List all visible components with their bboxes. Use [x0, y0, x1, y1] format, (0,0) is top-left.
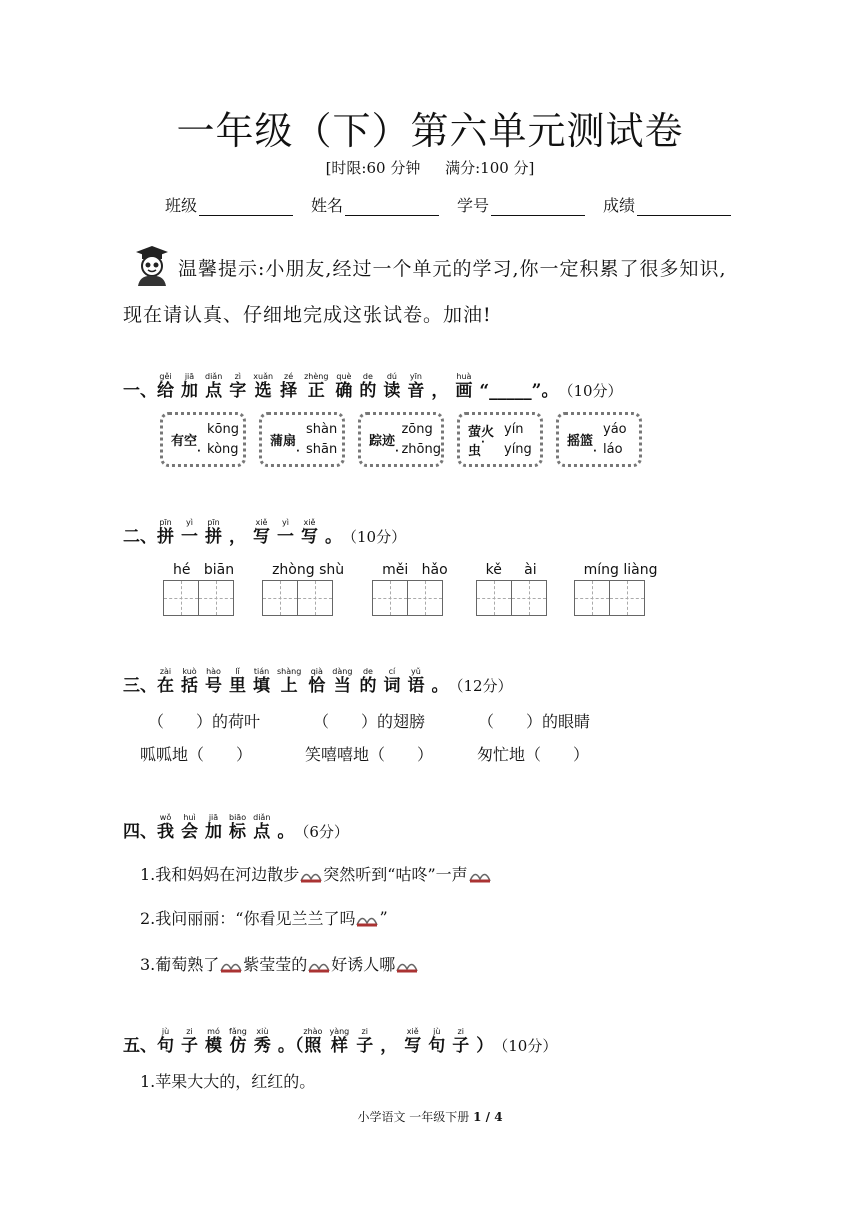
pinyin: cí — [388, 667, 396, 676]
pinyin: huà — [456, 372, 472, 381]
grid-cell — [511, 580, 547, 616]
heading-tail: 。 — [277, 822, 295, 842]
pinyin-char — [431, 372, 448, 401]
heading-tail: 。 — [431, 676, 449, 696]
pinyin: xiě — [303, 518, 316, 527]
pinyin-option: shān — [306, 441, 338, 457]
pinyin-char — [303, 1027, 322, 1056]
info-field — [165, 193, 293, 216]
pinyin-char — [205, 518, 222, 547]
pinyin: jù — [433, 1027, 441, 1036]
pinyin-char — [253, 372, 273, 401]
item-text: 1.我和妈妈在河边散步 — [140, 865, 300, 884]
section-score: （10分） — [558, 382, 623, 400]
hanzi: 子 — [181, 1036, 198, 1056]
info-field — [603, 193, 731, 216]
pinyin-char — [329, 1027, 349, 1056]
hanzi: ， — [229, 527, 246, 547]
pinyin: xiù — [256, 1027, 269, 1036]
card-word: 萤火虫 · — [468, 424, 495, 459]
tian-grid — [574, 580, 658, 616]
pronunciation-card — [556, 412, 642, 467]
hanzi: ， — [431, 381, 449, 401]
pinyin-word-block — [163, 562, 234, 616]
punctuation-item — [140, 952, 419, 975]
pinyin-writing-grids — [163, 562, 658, 616]
item-text: 紫莹莹的 — [243, 955, 308, 974]
pinyin-options — [306, 420, 337, 460]
section-score: （10分） — [342, 528, 407, 546]
grid-cell — [297, 580, 333, 616]
fill-item: （ ）的荷叶 — [148, 712, 261, 731]
hanzi: 样 — [330, 1036, 348, 1056]
item-text: 2.我问丽丽：“你看见兰兰了吗 — [140, 909, 356, 928]
page-footer — [0, 1108, 860, 1125]
pinyin — [387, 1027, 390, 1036]
pinyin-char — [229, 667, 246, 696]
info-field — [457, 193, 585, 216]
dot-mark: · — [197, 446, 201, 457]
pinyin-word-block — [262, 562, 344, 616]
hanzi: 模 — [205, 1036, 222, 1056]
hanzi: 括 — [181, 676, 198, 696]
fill-row-2 — [140, 742, 642, 765]
answer-line — [199, 197, 293, 216]
hanzi: 子 — [356, 1036, 374, 1056]
hanzi: 仿 — [229, 1036, 247, 1056]
grid-cell — [407, 580, 443, 616]
pronunciation-card — [160, 412, 246, 467]
hanzi: 秀 — [253, 1036, 271, 1056]
pinyin: yì — [186, 518, 193, 527]
pinyin-char — [157, 372, 174, 401]
pinyin: jiā — [184, 372, 195, 381]
punctuation-item — [140, 906, 388, 929]
pinyin-char — [205, 813, 222, 842]
pinyin-char — [253, 813, 270, 842]
hanzi: 填 — [253, 676, 270, 696]
punctuation-slot-icon — [469, 868, 491, 880]
hanzi: 句 — [428, 1036, 446, 1056]
pinyin: zhào — [303, 1027, 323, 1036]
fill-item: 匆忙地（ ） — [477, 745, 590, 764]
hanzi: 拼 — [205, 527, 222, 547]
hanzi: 加 — [181, 381, 198, 401]
pinyin-word-block — [372, 562, 448, 616]
pinyin-char — [407, 372, 424, 401]
hanzi: 拼 — [157, 527, 174, 547]
paren-close: ） — [476, 1036, 494, 1056]
hanzi: 一 — [181, 527, 198, 547]
pinyin: shàng — [277, 667, 302, 676]
hanzi: 标 — [229, 822, 247, 842]
section-number: 一、 — [123, 381, 157, 401]
pinyin: tián — [253, 667, 270, 676]
pinyin-option: láo — [603, 441, 623, 457]
pinyin-char — [181, 518, 198, 547]
info-label: 学号 — [457, 196, 490, 215]
hanzi: 里 — [229, 676, 246, 696]
pinyin-char — [229, 518, 246, 547]
pinyin-char — [277, 667, 301, 696]
pinyin: què — [336, 372, 352, 381]
pinyin-char — [253, 667, 270, 696]
card-word: 摇篮 · — [567, 434, 597, 457]
section-score: （12分） — [448, 677, 513, 695]
pinyin-options — [603, 420, 627, 460]
pinyin-char — [205, 372, 222, 401]
pinyin-char — [229, 1027, 247, 1056]
answer-line — [637, 197, 731, 216]
dot-mark: · — [296, 446, 300, 457]
pinyin: de — [362, 372, 373, 381]
pinyin-char — [452, 1027, 469, 1056]
pinyin-label: míng liàng — [583, 562, 658, 578]
pinyin-char — [181, 372, 198, 401]
pinyin: xiě — [255, 518, 268, 527]
hanzi: 的 — [359, 676, 377, 696]
tip-line-1: 温馨提示:小朋友,经过一个单元的学习,你一定积累了很多知识, — [178, 258, 727, 280]
hanzi: 确 — [335, 381, 353, 401]
info-field — [311, 193, 439, 216]
pinyin: gěi — [159, 372, 172, 381]
fill-item: 呱呱地（ ） — [140, 745, 253, 764]
pinyin-char — [157, 518, 174, 547]
pinyin-char — [229, 813, 246, 842]
section-number: 四、 — [123, 822, 157, 842]
pinyin: pīn — [159, 518, 172, 527]
section-score: （6分） — [294, 823, 349, 841]
pinyin: yì — [282, 518, 289, 527]
hanzi: 给 — [157, 381, 174, 401]
pronunciation-card — [259, 412, 345, 467]
item-text: ” — [379, 908, 388, 927]
pronunciation-cards — [160, 412, 642, 467]
heading-tail: 。 — [325, 527, 342, 547]
pinyin-char — [359, 372, 376, 401]
grid-cell — [198, 580, 234, 616]
example-sentence: 1.苹果大大的，红红的。 — [140, 1072, 316, 1091]
hanzi: 当 — [333, 676, 351, 696]
pinyin-options — [401, 420, 441, 460]
punctuation-slot-icon — [308, 958, 330, 970]
grid-cell — [476, 580, 512, 616]
answer-line — [345, 197, 439, 216]
hanzi: 正 — [307, 381, 325, 401]
pinyin: wǒ — [159, 813, 172, 822]
pinyin: zài — [159, 667, 172, 676]
dot-mark: · — [395, 446, 399, 457]
full-score: 满分:100 分] — [445, 159, 535, 177]
fill-item: （ ）的眼睛 — [478, 712, 591, 731]
pinyin-char — [407, 667, 424, 696]
exam-limits — [0, 157, 860, 178]
dot-mark: · — [481, 436, 485, 448]
fill-item: 笑嘻嘻地（ ） — [305, 745, 434, 764]
pinyin-label: hé biān — [173, 562, 235, 578]
pinyin: jiā — [208, 813, 219, 822]
pinyin — [439, 372, 442, 381]
pinyin-char — [205, 667, 222, 696]
hanzi: 点 — [205, 381, 223, 401]
hanzi: 词 — [383, 676, 401, 696]
pinyin-option: shàn — [306, 421, 338, 437]
hanzi: 择 — [280, 381, 298, 401]
hanzi: ， — [380, 1036, 398, 1056]
hanzi: 我 — [157, 822, 174, 842]
pinyin: diǎn — [253, 813, 271, 822]
grid-cell — [262, 580, 298, 616]
pinyin: zhèng — [304, 372, 329, 381]
section-5-heading — [123, 1027, 557, 1056]
page-title: 一年级（下）第六单元测试卷 — [176, 109, 684, 153]
pinyin: huì — [183, 813, 196, 822]
section-number: 五、 — [123, 1036, 157, 1056]
graduate-mascot-icon — [128, 242, 172, 286]
pinyin-char — [181, 1027, 198, 1056]
pinyin: lǐ — [235, 667, 240, 676]
pinyin: xiě — [406, 1027, 419, 1036]
pinyin-char — [229, 372, 246, 401]
heading-tail: “_____”。 — [479, 381, 559, 401]
info-label: 班级 — [165, 196, 198, 215]
pinyin: xuǎn — [253, 372, 274, 381]
pinyin — [236, 518, 239, 527]
fill-item: （ ）的翅膀 — [313, 712, 426, 731]
pinyin-char — [181, 667, 198, 696]
grid-cell — [372, 580, 408, 616]
pinyin-char — [335, 372, 352, 401]
pinyin: zé — [284, 372, 294, 381]
pinyin: dú — [386, 372, 397, 381]
pinyin-char — [254, 1027, 271, 1056]
pinyin-option: kòng — [207, 441, 239, 457]
pinyin-option: yíng — [504, 441, 532, 457]
pinyin-option: yáo — [603, 421, 627, 437]
pinyin: pīn — [207, 518, 220, 527]
tian-grid — [163, 580, 234, 616]
card-word: 蒲扇 · — [270, 434, 300, 457]
pinyin-options — [207, 420, 239, 460]
pinyin-char — [383, 372, 400, 401]
pinyin: de — [362, 667, 373, 676]
section-1-heading — [123, 372, 623, 401]
pinyin-char — [157, 1027, 174, 1056]
pinyin: zi — [186, 1027, 193, 1036]
hanzi: 写 — [404, 1036, 422, 1056]
hanzi: 加 — [205, 822, 222, 842]
pinyin-option: zhōng — [401, 441, 441, 457]
punctuation-slot-icon — [396, 958, 418, 970]
card-word: 踪迹 · — [369, 434, 399, 457]
tian-grid — [262, 580, 344, 616]
pinyin-label: zhòng shù — [272, 562, 345, 578]
pinyin-char — [277, 518, 294, 547]
pinyin: zi — [457, 1027, 464, 1036]
time-limit: [时限:60 分钟 — [325, 159, 421, 177]
pinyin-char — [157, 813, 174, 842]
section-2-heading — [123, 518, 406, 547]
pinyin-char — [359, 667, 376, 696]
hanzi: 选 — [254, 381, 272, 401]
pinyin-char — [404, 1027, 421, 1056]
item-text: 3.葡萄熟了 — [140, 955, 220, 974]
card-word: 有空 · — [171, 434, 201, 457]
fill-row-1 — [148, 709, 643, 732]
pinyin-word-block — [574, 562, 658, 616]
pinyin: dàng — [332, 667, 353, 676]
hanzi: 点 — [253, 822, 271, 842]
hanzi: 号 — [205, 676, 222, 696]
section-4-heading — [123, 813, 349, 842]
paren-open: 。（ — [277, 1036, 304, 1056]
pronunciation-card — [457, 412, 543, 467]
hanzi: 写 — [253, 527, 270, 547]
pinyin-char — [383, 667, 400, 696]
hanzi: 写 — [301, 527, 318, 547]
tip-line-2: 现在请认真、仔细地完成这张试卷。加油! — [123, 304, 492, 326]
hanzi: 字 — [229, 381, 247, 401]
punctuation-slot-icon — [356, 912, 378, 924]
hanzi: 句 — [157, 1036, 174, 1056]
pinyin: kuò — [182, 667, 197, 676]
pinyin-word-block — [476, 562, 546, 616]
pinyin-char — [428, 1027, 445, 1056]
hanzi: 的 — [359, 381, 377, 401]
tian-grid — [476, 580, 546, 616]
grid-cell — [609, 580, 645, 616]
pinyin: mó — [207, 1027, 220, 1036]
hanzi: 子 — [452, 1036, 470, 1056]
pinyin-options — [504, 420, 532, 460]
item-text: 突然听到“咕咚”一声 — [323, 865, 468, 884]
hanzi: 一 — [277, 527, 294, 547]
pinyin-option: kōng — [207, 421, 239, 437]
section-number: 二、 — [123, 527, 157, 547]
punctuation-slot-icon — [220, 958, 242, 970]
pinyin: diǎn — [205, 372, 223, 381]
pinyin: yīn — [409, 372, 422, 381]
section-number: 三、 — [123, 676, 157, 696]
grid-cell — [163, 580, 199, 616]
pinyin-char — [157, 667, 174, 696]
hanzi: 音 — [407, 381, 425, 401]
pinyin-char — [332, 667, 352, 696]
pinyin-char — [253, 518, 270, 547]
pinyin: zi — [361, 1027, 368, 1036]
pinyin-char — [280, 372, 297, 401]
pinyin-char — [205, 1027, 222, 1056]
pinyin-option: yín — [504, 421, 524, 437]
pinyin-char — [308, 667, 325, 696]
dot-mark: · — [593, 446, 597, 457]
pinyin: qià — [310, 667, 323, 676]
pinyin: yàng — [329, 1027, 350, 1036]
hanzi: 画 — [455, 381, 473, 401]
pinyin: jù — [161, 1027, 170, 1036]
pinyin-label: kě ài — [485, 562, 537, 578]
punctuation-slot-icon — [300, 868, 322, 880]
pinyin: yǔ — [411, 667, 421, 676]
tian-grid — [372, 580, 448, 616]
pronunciation-card — [358, 412, 444, 467]
pinyin: zì — [234, 372, 241, 381]
pinyin-label: měi hǎo — [382, 562, 448, 578]
hanzi: 照 — [304, 1036, 322, 1056]
info-label: 姓名 — [311, 196, 344, 215]
hanzi: 读 — [383, 381, 401, 401]
section-score: （10分） — [493, 1037, 558, 1055]
grid-cell — [574, 580, 610, 616]
pinyin-char — [380, 1027, 397, 1056]
pinyin: hào — [206, 667, 221, 676]
info-label: 成绩 — [603, 196, 636, 215]
pinyin-char — [181, 813, 198, 842]
page-number: 1 / 4 — [473, 1110, 503, 1124]
punctuation-item — [140, 862, 492, 885]
pinyin: fǎng — [229, 1027, 247, 1036]
footer-text: 小学语文 一年级下册 — [357, 1110, 470, 1124]
hanzi: 会 — [181, 822, 198, 842]
hanzi: 语 — [407, 676, 425, 696]
pinyin-option: zōng — [401, 421, 433, 437]
answer-line — [491, 197, 585, 216]
pinyin-char — [356, 1027, 373, 1056]
hanzi: 上 — [280, 676, 298, 696]
item-text: 好诱人哪 — [331, 955, 396, 974]
pinyin: biāo — [229, 813, 247, 822]
pinyin-char — [301, 518, 318, 547]
pinyin-char — [304, 372, 328, 401]
hanzi: 恰 — [308, 676, 326, 696]
section-3-heading — [123, 667, 513, 696]
pinyin-char — [455, 372, 472, 401]
student-info-row — [165, 193, 765, 216]
hanzi: 在 — [157, 676, 174, 696]
